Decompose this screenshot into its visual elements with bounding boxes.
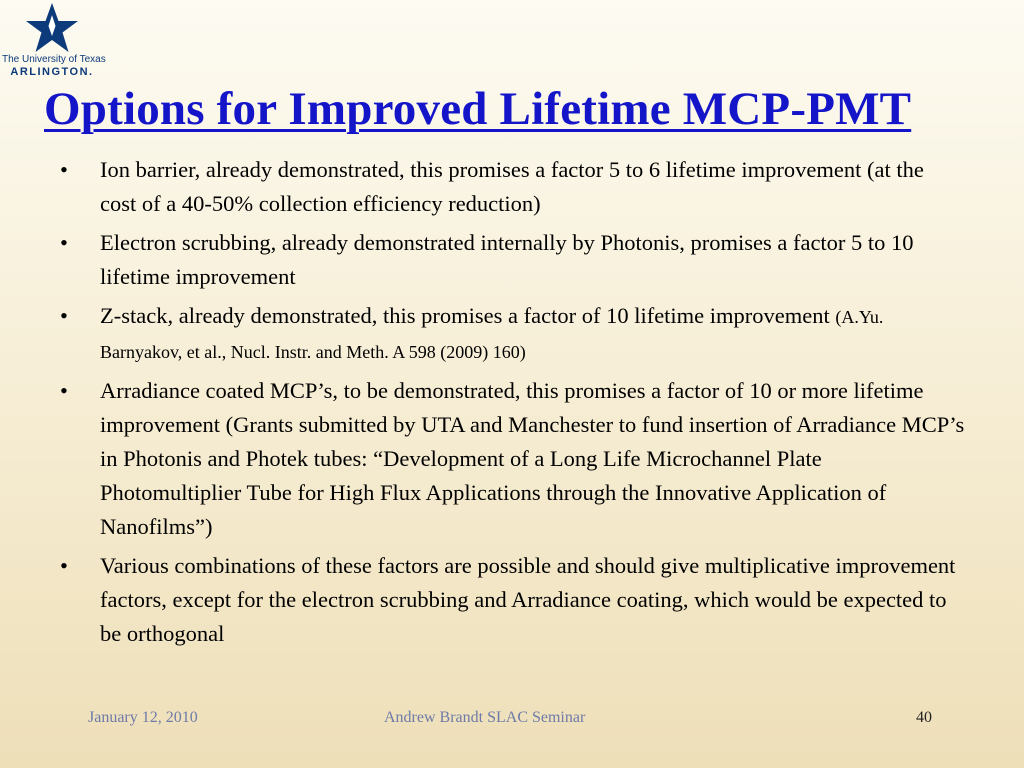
bullet-item bbox=[60, 374, 965, 544]
bullet-text: Arradiance coated MCP’s, to be demonstrated, this promises a factor of 10 or more lifetime improvement (Grants submitted by UTA and Manchester to fund insertion of Arradiance MCP’s in Photonis and Photek tubes: “Development of a Long Life Microchannel Plate Photomultiplier Tube for High Flux Applications through the Innovative Application of Nanofilms”) bbox=[100, 378, 965, 539]
star-icon bbox=[24, 2, 80, 54]
university-logo bbox=[2, 0, 106, 82]
citation-text: (A.Yu. Barnyakov, et al., Nucl. Instr. and Meth. A 598 (2009) 160) bbox=[100, 307, 884, 362]
bullet-item bbox=[60, 226, 965, 294]
slide-title: Options for Improved Lifetime MCP-PMT bbox=[44, 83, 912, 135]
bullet-text: Ion barrier, already demonstrated, this promises a factor 5 to 6 lifetime improvement (at the cost of a 40-50% collection efficiency reduction) bbox=[100, 157, 924, 216]
logo-university-text: The University of Texas bbox=[2, 54, 106, 65]
bullet-marker: • bbox=[60, 157, 68, 182]
footer-page-number: 40 bbox=[916, 709, 932, 726]
logo-campus-text: ARLINGTON. bbox=[10, 66, 94, 78]
bullet-text: Electron scrubbing, already demonstrated internally by Photonis, promises a factor 5 to 10 lifetime improvement bbox=[100, 230, 914, 289]
bullet-marker: • bbox=[60, 553, 68, 578]
bullet-marker: • bbox=[60, 378, 68, 403]
bullet-item bbox=[60, 549, 965, 651]
bullet-marker: • bbox=[60, 303, 68, 328]
bullet-item bbox=[60, 299, 965, 369]
bullet-marker: • bbox=[60, 230, 68, 255]
footer-presenter: Andrew Brandt SLAC Seminar bbox=[384, 709, 586, 726]
bullet-text: Z-stack, already demonstrated, this promises a factor of 10 lifetime improvement bbox=[100, 303, 836, 328]
bullet-item bbox=[60, 153, 965, 221]
footer-date: January 12, 2010 bbox=[88, 709, 198, 726]
bullet-list bbox=[60, 153, 965, 656]
bullet-text: Various combinations of these factors are possible and should give multiplicative improvement factors, except for the electron scrubbing and Arradiance coating, which would be expected to be orthogonal bbox=[100, 553, 956, 646]
